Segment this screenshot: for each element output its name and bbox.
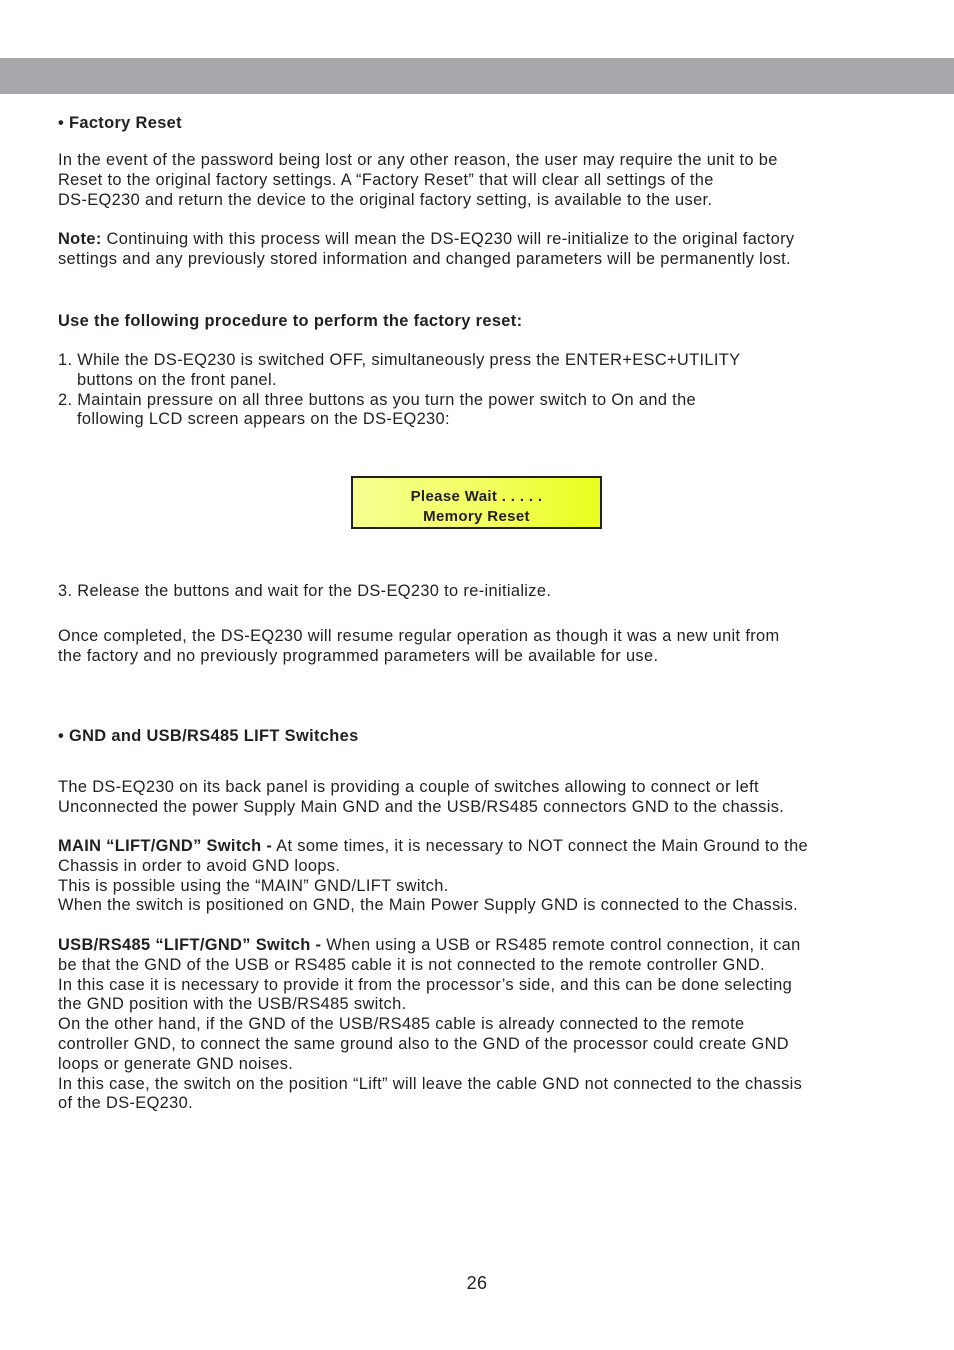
usb-switch-paragraph bbox=[58, 936, 898, 1114]
text-line: The DS-EQ230 on its back panel is providing a couple of switches allowing to connect or left bbox=[58, 778, 759, 796]
text-line: Once completed, the DS-EQ230 will resume regular operation as though it was a new unit from bbox=[58, 627, 780, 645]
usb-switch-text: When using a USB or RS485 remote control connection, it can bbox=[321, 936, 801, 954]
note-text: Continuing with this process will mean the DS-EQ230 will re-initialize to the original factory bbox=[101, 230, 795, 248]
lcd-line-2: Memory Reset bbox=[423, 507, 530, 525]
text-line: controller GND, to connect the same ground also to the GND of the processor could create GND bbox=[58, 1034, 789, 1053]
step-3: 3. Release the buttons and wait for the DS-EQ230 to re-initialize. bbox=[58, 582, 552, 600]
factory-reset-note bbox=[58, 230, 898, 270]
step-2: 2. Maintain pressure on all three buttons as you turn the power switch to On and the bbox=[58, 390, 697, 409]
text-line bbox=[58, 230, 898, 250]
text-line: On the other hand, if the GND of the USB/RS485 cable is already connected to the remote bbox=[58, 1015, 745, 1034]
text-line: In this case it is necessary to provide it from the processor’s side, and this can be done selecting bbox=[58, 975, 793, 994]
main-switch-label: MAIN “LIFT/GND” Switch - bbox=[58, 837, 273, 855]
text-line: Reset to the original factory settings. A “Factory Reset” that will clear all settings of the bbox=[58, 170, 714, 189]
header-bar bbox=[0, 58, 954, 94]
usb-switch-label: USB/RS485 “LIFT/GND” Switch - bbox=[58, 936, 322, 954]
text-line bbox=[58, 936, 898, 956]
text-line: Unconnected the power Supply Main GND and the USB/RS485 connectors GND to the chassis. bbox=[58, 797, 785, 816]
text-line: loops or generate GND noises. bbox=[58, 1054, 294, 1073]
main-switch-text: At some times, it is necessary to NOT connect the Main Ground to the bbox=[272, 837, 809, 855]
step-1-continued: buttons on the front panel. bbox=[77, 370, 277, 389]
text-line: be that the GND of the USB or RS485 cable it is not connected to the remote controller GND. bbox=[58, 955, 765, 974]
gnd-intro-paragraph bbox=[58, 778, 898, 818]
page-number: 26 bbox=[466, 1273, 488, 1293]
procedure-steps bbox=[58, 351, 898, 430]
completion-paragraph bbox=[58, 627, 898, 667]
text-line: Chassis in order to avoid GND loops. bbox=[58, 856, 341, 875]
gnd-switches-heading: • GND and USB/RS485 LIFT Switches bbox=[58, 727, 359, 745]
text-line: DS-EQ230 and return the device to the original factory setting, is available to the user. bbox=[58, 190, 713, 209]
lcd-screen bbox=[351, 476, 602, 529]
text-line: When the switch is positioned on GND, the Main Power Supply GND is connected to the Chassis. bbox=[58, 896, 799, 915]
step-2-continued: following LCD screen appears on the DS-EQ230: bbox=[77, 410, 450, 429]
lcd-line-1: Please Wait . . . . . bbox=[410, 488, 543, 505]
factory-reset-intro bbox=[58, 151, 898, 210]
text-line: the GND position with the USB/RS485 switch. bbox=[58, 995, 407, 1014]
text-line: of the DS-EQ230. bbox=[58, 1094, 193, 1113]
text-line: In the event of the password being lost or any other reason, the user may require the unit to be bbox=[58, 151, 778, 169]
note-label: Note: bbox=[58, 230, 102, 248]
procedure-heading: Use the following procedure to perform the factory reset: bbox=[58, 312, 523, 330]
text-line: This is possible using the “MAIN” GND/LIFT switch. bbox=[58, 876, 449, 895]
text-line: the factory and no previously programmed parameters will be available for use. bbox=[58, 646, 659, 665]
text-line: In this case, the switch on the position “Lift” will leave the cable GND not connected to the chassis bbox=[58, 1074, 803, 1093]
step-1: 1. While the DS-EQ230 is switched OFF, simultaneously press the ENTER+ESC+UTILITY bbox=[58, 351, 741, 369]
text-line bbox=[58, 837, 898, 857]
text-line: settings and any previously stored information and changed parameters will be permanently lost. bbox=[58, 249, 791, 268]
main-switch-paragraph bbox=[58, 837, 898, 916]
factory-reset-heading: • Factory Reset bbox=[58, 114, 182, 132]
